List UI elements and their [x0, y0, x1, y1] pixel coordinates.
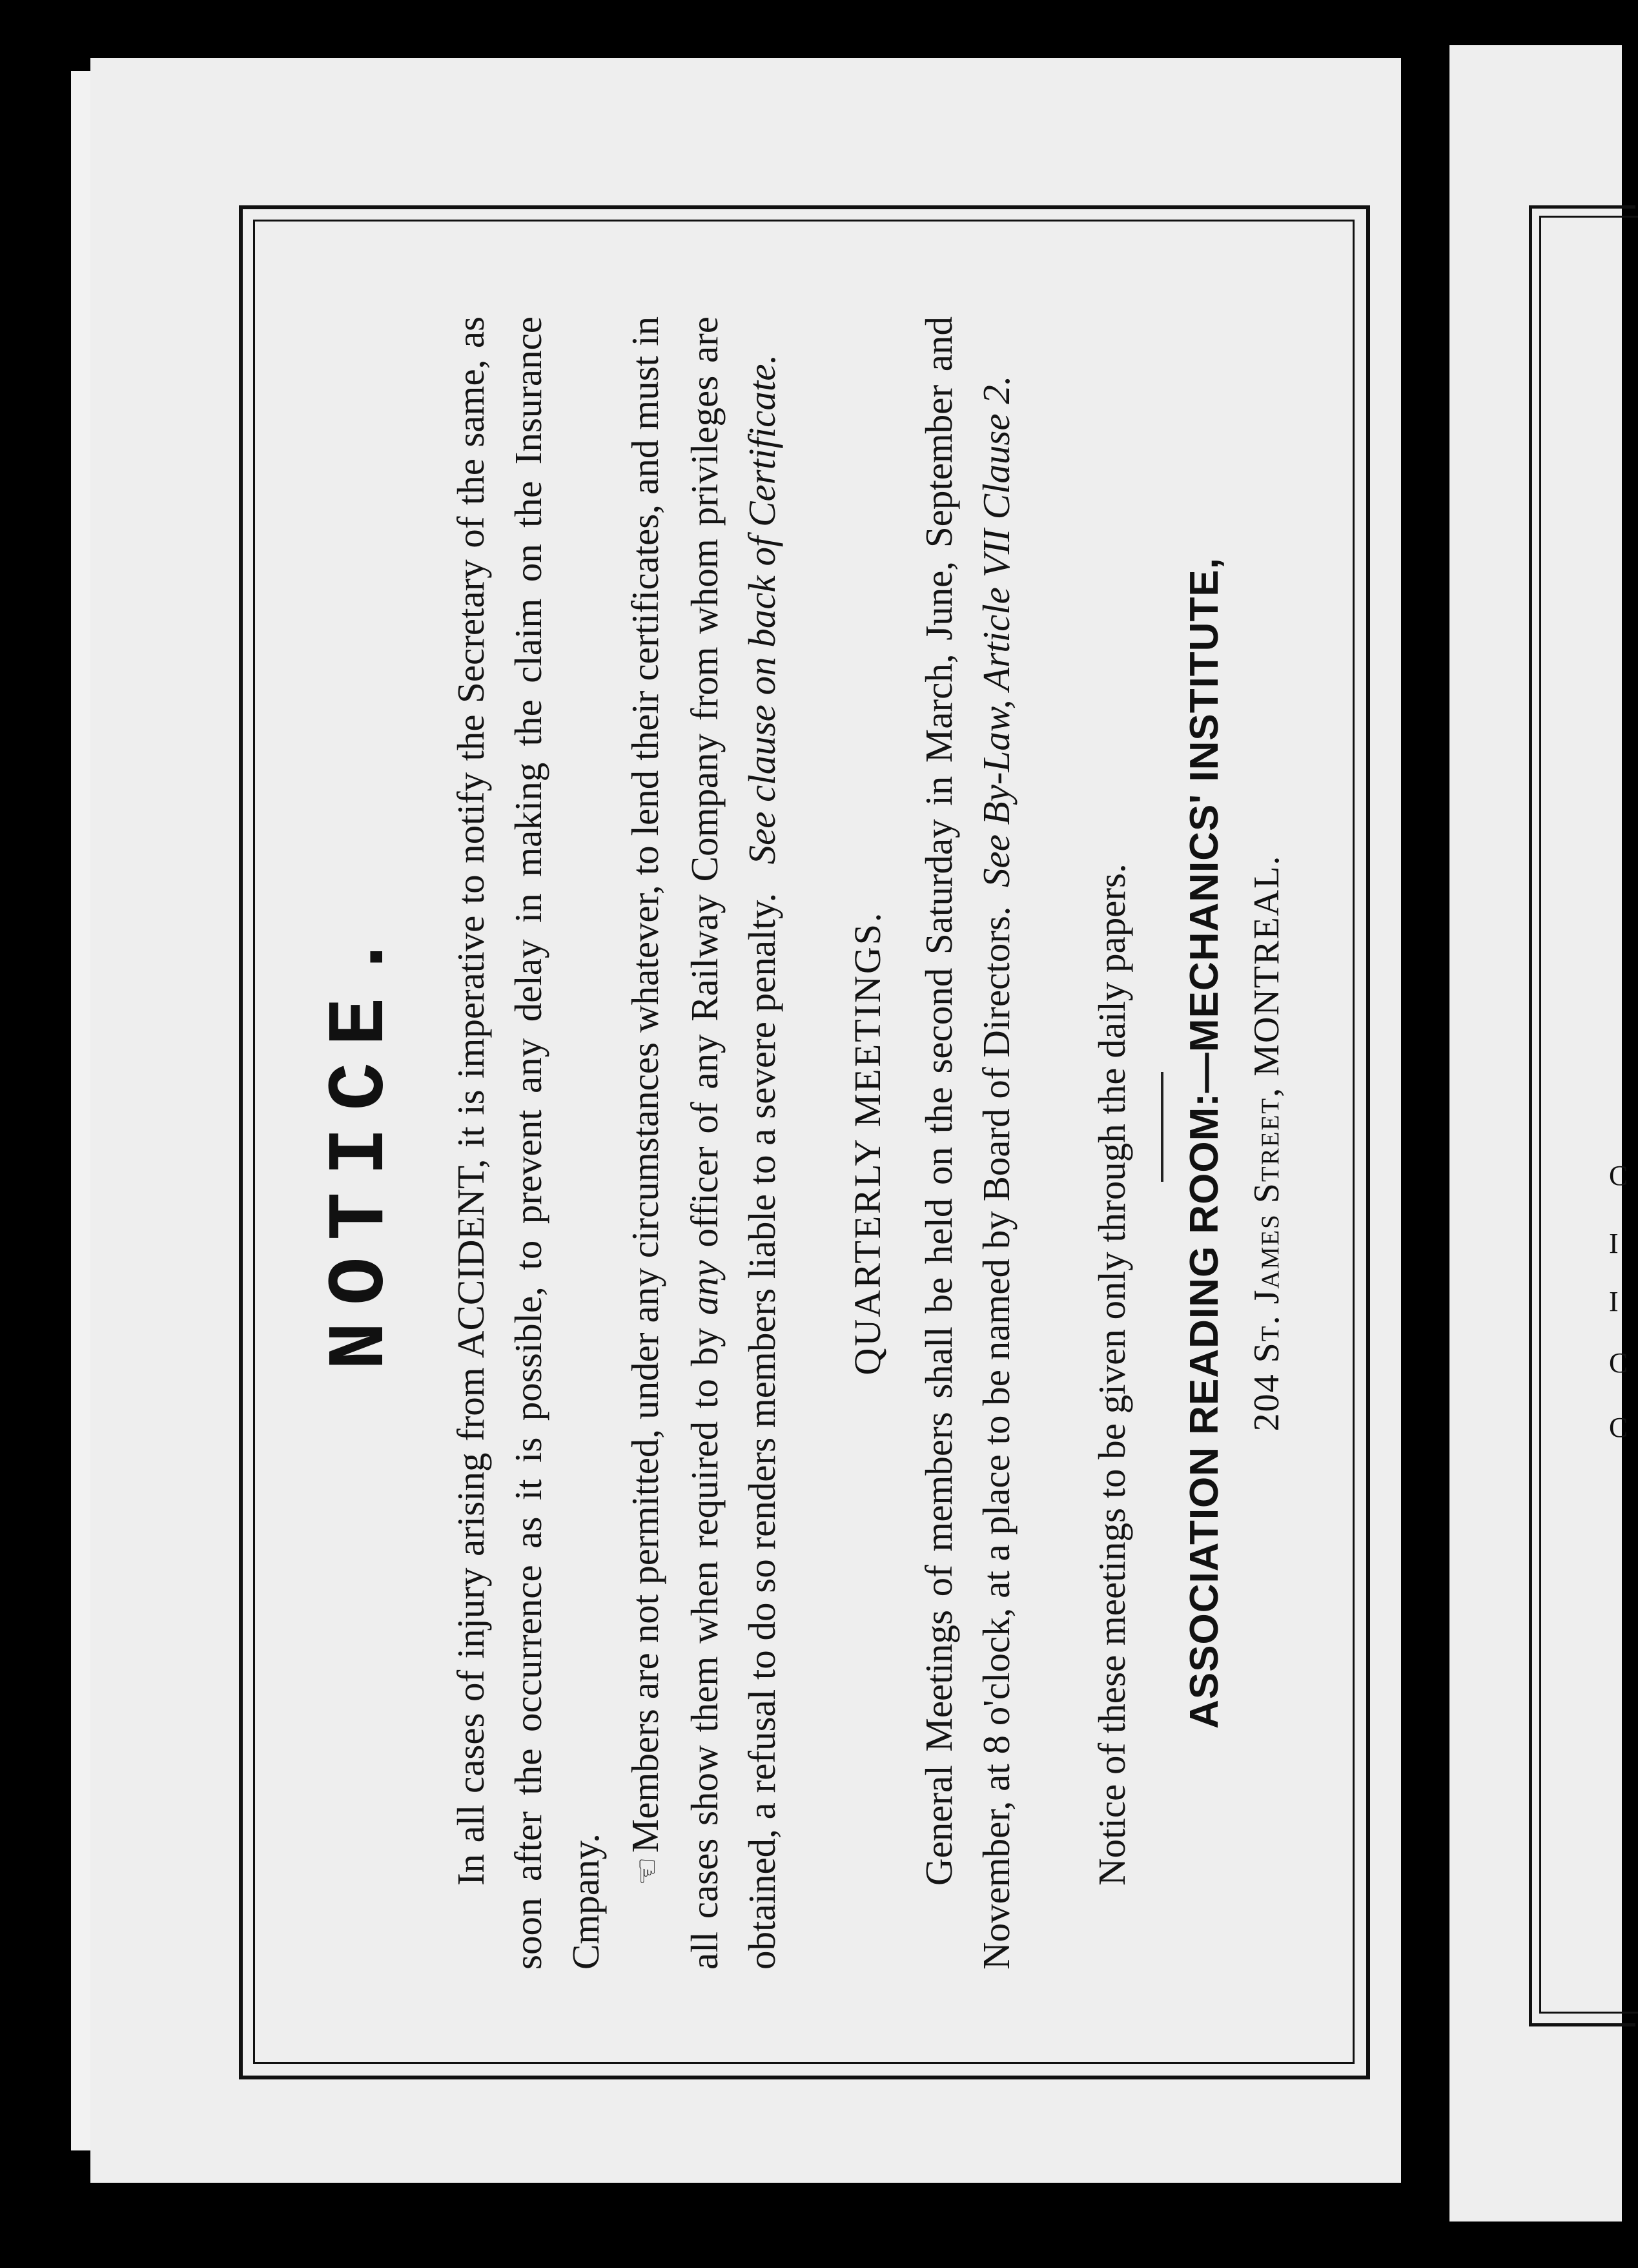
- divider-rule: [1161, 1072, 1163, 1182]
- certificate-clause-reference: See clause on back of Certificate.: [741, 354, 783, 865]
- notice-content: [265, 258, 1324, 2028]
- certificates-paragraph: [617, 316, 791, 1970]
- notice-of-meetings-paragraph: [1083, 316, 1141, 1970]
- address-line: [1246, 316, 1287, 1970]
- right-page-frame-inner: [1539, 216, 1638, 2014]
- bylaw-reference: See By-Law, Article VII Clause 2.: [975, 375, 1018, 887]
- accident-paragraph: [442, 316, 615, 1970]
- page-gutter: [1401, 39, 1449, 2234]
- certificates-text-a: Members are not permitted, under any circumstances whatever, to lend their certificates, and must in all cases show them when required to by: [624, 316, 726, 1970]
- meetings-text: General Meetings of members shall be held on the second Saturday in March, June, September and November, at 8 o'clock, at a place to be named by Board of Directors.: [917, 316, 1018, 1970]
- right-page-letter: C: [1609, 1160, 1628, 1191]
- right-page-letter: I: [1609, 1286, 1619, 1317]
- address-city: MONTREAL.: [1247, 854, 1287, 1077]
- accident-text: In all cases of injury arising from ACCIDENT, it is imperative to notify the Secretary of the same, as soon after the occurrence as it is possible, to prevent any delay in making the claim on the Insurance Cmpany.: [449, 316, 607, 1970]
- right-page-letter: C: [1609, 1412, 1628, 1443]
- certificates-text-any: any: [683, 1260, 726, 1315]
- quarterly-meetings-heading: QUARTERLY MEETINGS.: [846, 911, 888, 1376]
- certificates-text-b: officer of any Railway Company from whom privileges are obtained, a refusal to do so renders members liable to a severe penalty.: [683, 316, 783, 1970]
- address-number: 204: [1247, 1373, 1287, 1432]
- meetings-paragraph: [910, 316, 1025, 1970]
- right-page-letter: I: [1609, 1228, 1619, 1259]
- pointing-hand-icon: ☞: [629, 1857, 665, 1886]
- right-page-letter: C: [1609, 1347, 1628, 1379]
- notice-title: NOTICE.: [316, 916, 407, 1370]
- association-reading-room: ASSOCIATION READING ROOM:—MECHANICS' INSTITUTE,: [1182, 557, 1227, 1729]
- address-street: St. James Street,: [1247, 1086, 1287, 1363]
- notice-of-meetings-text: Notice of these meetings to be given only through the daily papers.: [1090, 863, 1133, 1886]
